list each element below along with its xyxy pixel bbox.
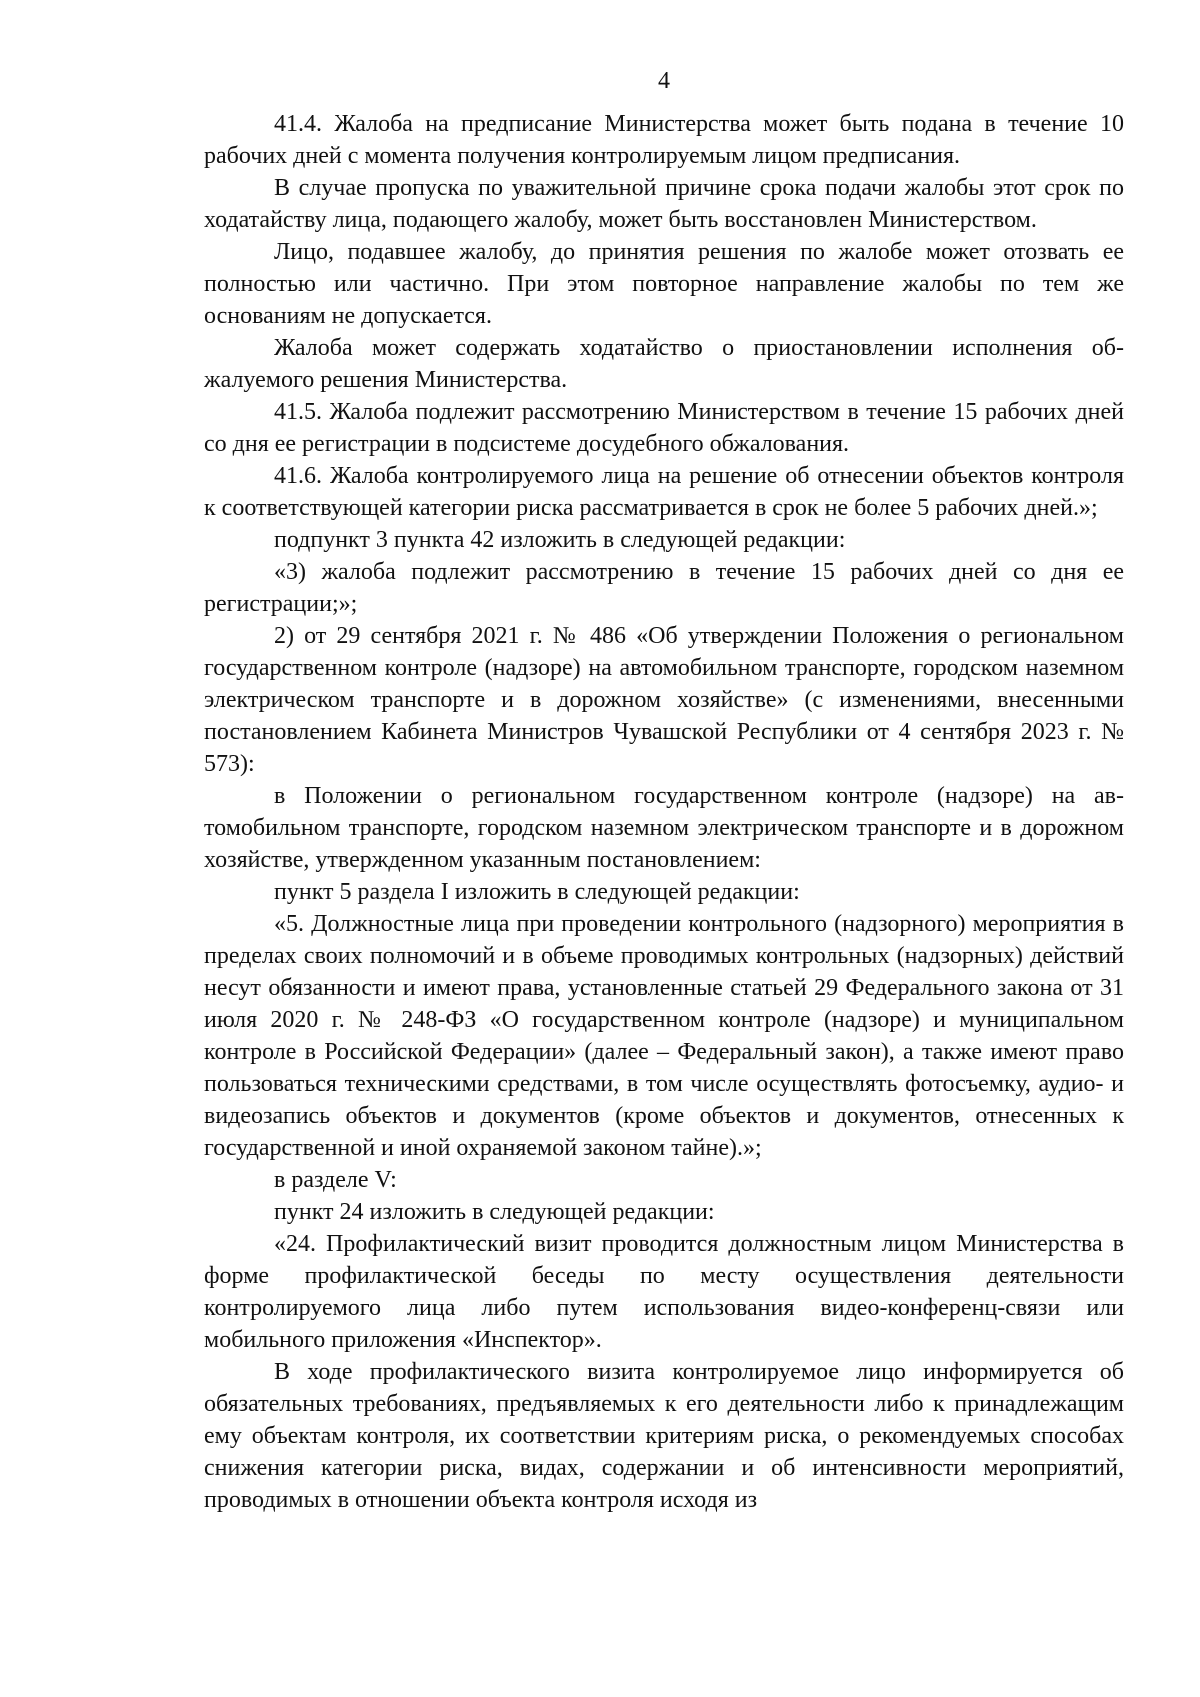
- paragraph: В ходе профилактического визита контролируемое лицо информируется об обязательных требованиях, предъявляемых к его деятельности либо к принадлежащим ему объектам контроля, их соответствии критериям риска, о рекомендуемых способах снижения категории риска, видах, содержании и об интенсивности мероприятий, проводимых в отношении объекта контроля исходя из: [204, 1359, 1124, 1513]
- document-page: [204, 66, 1124, 1516]
- page-number: 4: [658, 68, 670, 94]
- paragraph: 41.4. Жалоба на предписание Министерства может быть подана в течение 10 рабочих дней с момента получения контролируемым лицом предписания.: [204, 111, 1124, 169]
- paragraph: пункт 5 раздела I изложить в следующей редакции:: [274, 879, 800, 905]
- paragraph: Жалоба может содержать ходатайство о приостановлении исполнения обжалуемого решения Министерства.: [204, 335, 1124, 393]
- paragraph: 41.6. Жалоба контролируемого лица на решение об отнесении объектов контроля к соответствующей категории риска рассматривается в срок не более 5 рабочих дней.»;: [204, 463, 1124, 521]
- paragraph: пункт 24 изложить в следующей редакции:: [274, 1199, 715, 1225]
- paragraph: подпункт 3 пункта 42 изложить в следующей редакции:: [274, 527, 846, 553]
- paragraph: «24. Профилактический визит проводится должностным лицом Министерства в форме профилактической беседы по месту осуществления деятельности контролируемого лица либо путем использования видео-конференц-связи или мобильного приложения «Инспектор».: [204, 1231, 1124, 1353]
- paragraph: «3) жалоба подлежит рассмотрению в течение 15 рабочих дней со дня ее регистрации;»;: [204, 559, 1124, 617]
- paragraph: в Положении о региональном государственном контроле (надзоре) на автомобильном транспорте, городском наземном электрическом транспорте и в дорожном хозяйстве, утвержденном указанным постановлением:: [204, 783, 1124, 873]
- paragraph: В случае пропуска по уважительной причине срока подачи жалобы этот срок по ходатайству лица, подающего жалобу, может быть восстановлен Министерством.: [204, 175, 1124, 233]
- paragraph: Лицо, подавшее жалобу, до принятия решения по жалобе может отозвать ее полностью или частично. При этом повторное направление жалобы по тем же основаниям не допускается.: [204, 239, 1124, 329]
- paragraph: 41.5. Жалоба подлежит рассмотрению Министерством в течение 15 рабочих дней со дня ее регистрации в подсистеме досудебного обжалования.: [204, 399, 1124, 457]
- paragraph: 2) от 29 сентября 2021 г. № 486 «Об утверждении Положения о региональном государственном контроле (надзоре) на автомобильном транспорте, городском наземном электрическом транспорте и в дорожном хозяйстве» (с изменениями, внесенными постановлением Кабинета Министров Чувашской Республики от 4 сентября 2023 г. № 573):: [204, 623, 1124, 777]
- paragraph: в разделе V:: [274, 1167, 397, 1193]
- paragraph: «5. Должностные лица при проведении контрольного (надзорного) мероприятия в пределах своих полномочий и в объеме проводимых контрольных (надзорных) действий несут обязанности и имеют права, установленные статьей 29 Федерального закона от 31 июля 2020 г. № 248-ФЗ «О государственном контроле (надзоре) и муниципальном контроле в Российской Федерации» (далее – Федеральный закон), а также имеют право пользоваться техническими средствами, в том числе осуществлять фотосъемку, аудио- и видеозапись объектов и документов (кроме объектов и документов, отнесенных к государственной и иной охраняемой законом тайне).»;: [204, 911, 1124, 1161]
